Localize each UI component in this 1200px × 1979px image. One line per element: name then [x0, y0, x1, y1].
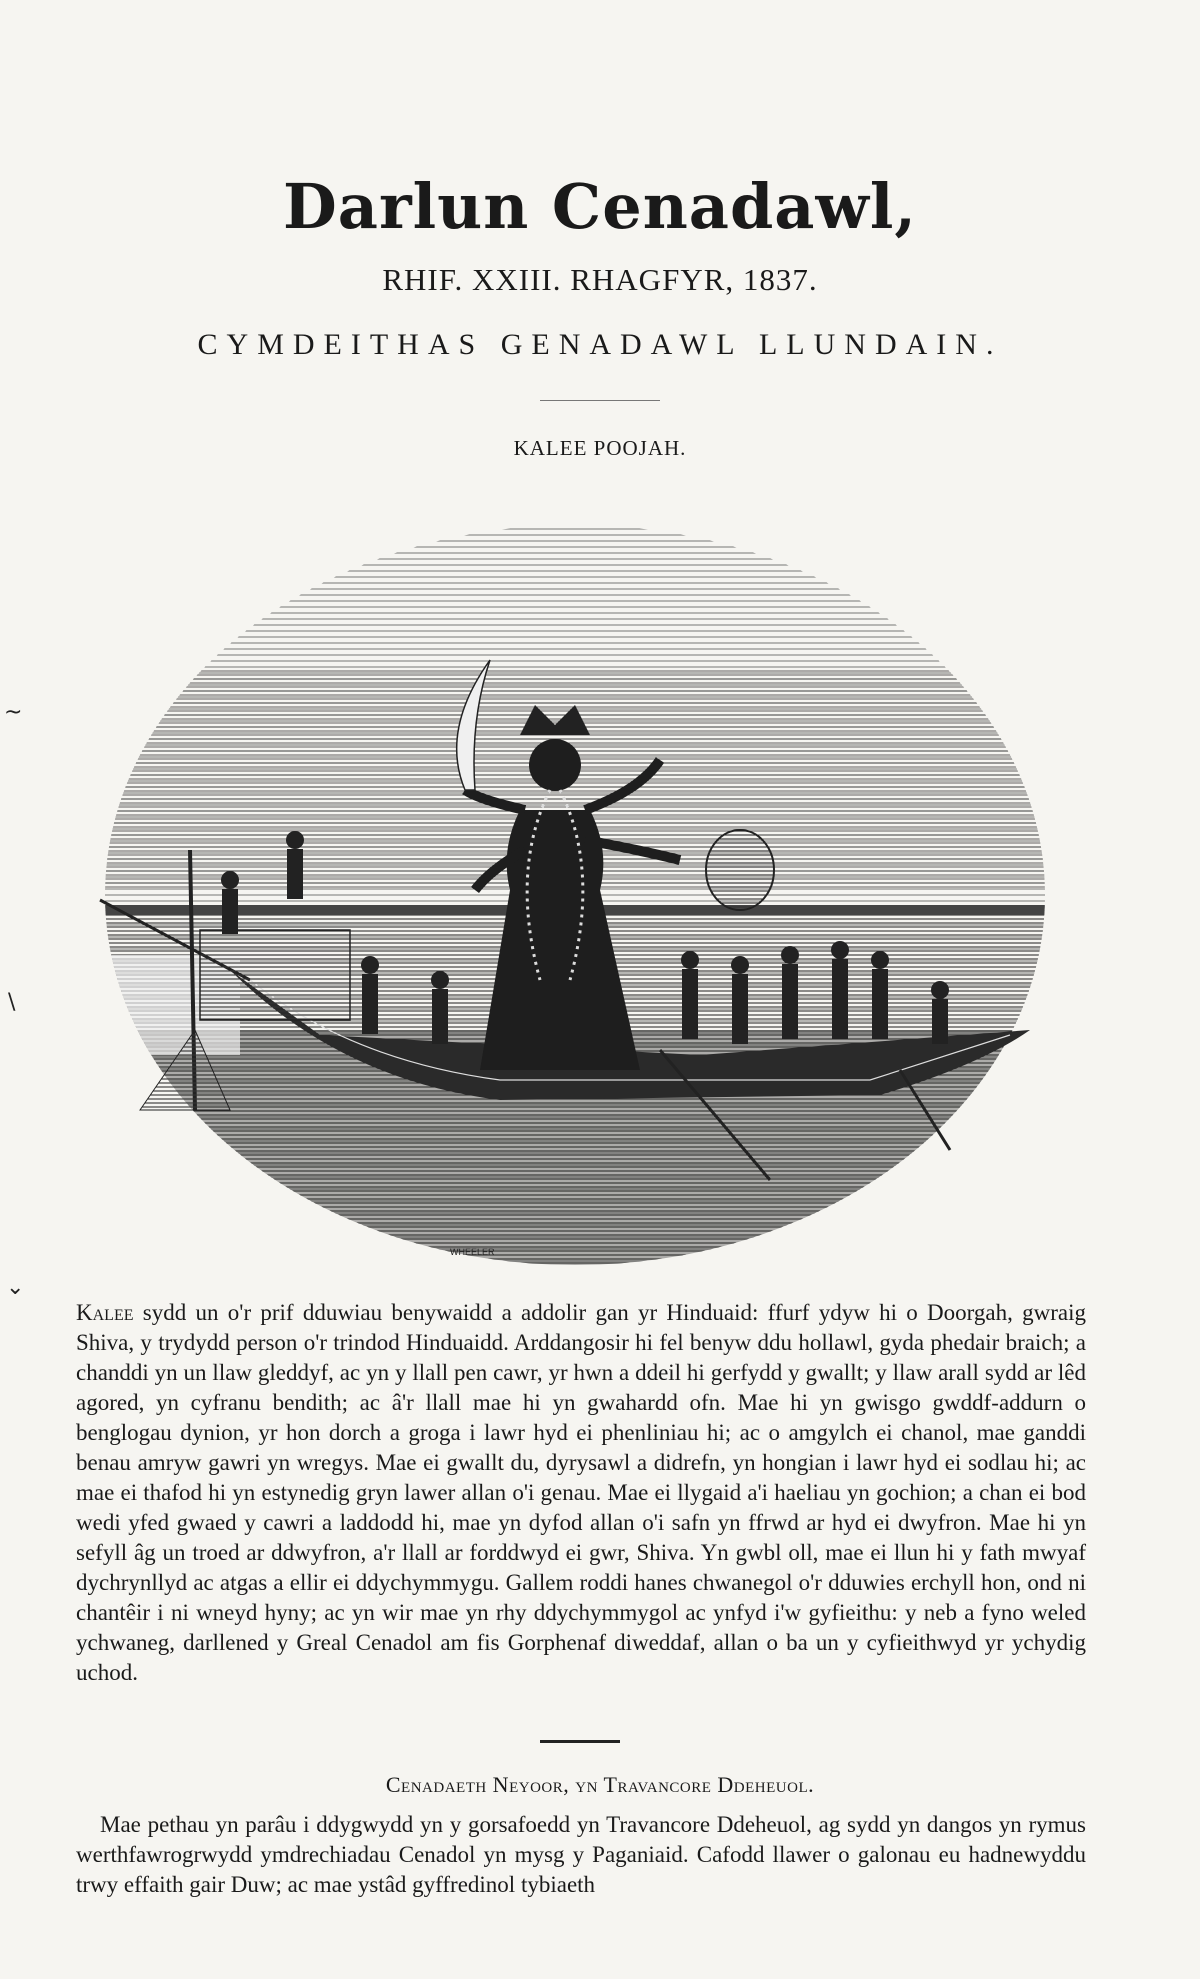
article-body — [76, 1298, 1086, 1688]
section-divider — [540, 1740, 620, 1743]
section-body — [76, 1810, 1086, 1900]
engraving-illustration — [80, 510, 1065, 1270]
article-paragraph — [76, 1298, 1086, 1688]
engraver-signature: WHEELER — [450, 1247, 495, 1257]
masthead-title: Darlun Cenadawl, — [283, 170, 917, 243]
society-name: CYMDEITHAS GENADAWL LLUNDAIN. — [197, 328, 1003, 361]
margin-mark: ⌄ — [6, 1275, 25, 1300]
plate-title: KALEE POOJAH. — [513, 436, 687, 460]
margin-mark: \ — [8, 990, 16, 1015]
article-text: sydd un o'r prif dduwiau benywaidd a addolir gan yr Hinduaid: ffurf ydyw hi o Doorgah, gwraig Shiva, y trydydd person o'r trindod Hinduaidd. Arddangosir hi fel benyw ddu hollawl, gyda phedair braich; a chanddi yn un llaw gleddyf, ac yn y llall pen cawr, yr hwn a ddeil hi gerfydd y gwallt; y llaw arall sydd ar lêd agored, yn cyfranu bendith; ac â'r llall mae hi yn gwahardd ofn. Mae hi yn gwisgo gwddf-addurn o benglogau dynion, yr hon dorch a groga i lawr hyd ei phenliniau hi; ac o amgylch ei chanol, mae ganddi benau amryw gawri yn wregys. Mae ei gwallt du, dyrysawl a didrefn, yn hongian i lawr hyd ei sodlau hi; ac mae ei thafod hi yn estynedig gryn lawer allan o'i genau. Mae ei llygaid a'i haeliau yn gochion; a chan ei bod wedi yfed gwaed y cawri a laddodd hi, mae yn dyfod allan o'i safn yn ffrwd ar hyd ei dwyfron. Mae hi yn sefyll âg un troed ar ddwyfron, a'r llall ar forddwyd ei gwr, Shiva. Yn gwbl oll, mae ei llun hi y fath mwyaf dychrynllyd ac atgas a ellir ei ddychymmygu. Gallem roddi hanes chwanegol o'r dduwies erchyll hon, ond ni chantêir i ni wneyd hyny; ac yn wir mae yn rhy ddychymmygol ac ynfyd i'w gyfieithu: y neb a fyno weled ychwaneg, darllened y Greal Cenadol am fis Gorphenaf diweddaf, allan o ba un y cyfieithwyd yr ychydig uchod. — [76, 1300, 1086, 1685]
section-heading: Cenadaeth Neyoor, yn Travancore Ddeheuol. — [385, 1772, 815, 1797]
issue-line: RHIF. XXIII. RHAGFYR, 1837. — [382, 262, 818, 297]
divider-rule — [540, 400, 660, 401]
margin-mark: ~ — [4, 700, 23, 725]
section-paragraph: Mae pethau yn parâu i ddygwydd yn y gorsafoedd yn Travancore Ddeheuol, ag sydd yn dangos yn rymus werthfawrogrwydd ymdrechiadau Cenadol yn mysg y Paganiaid. Cafodd llawer o galonau eu hadnewyddu trwy effaith gair Duw; ac mae ystâd gyffredinol tybiaeth — [76, 1812, 1086, 1897]
lead-word: Kalee — [76, 1300, 134, 1325]
